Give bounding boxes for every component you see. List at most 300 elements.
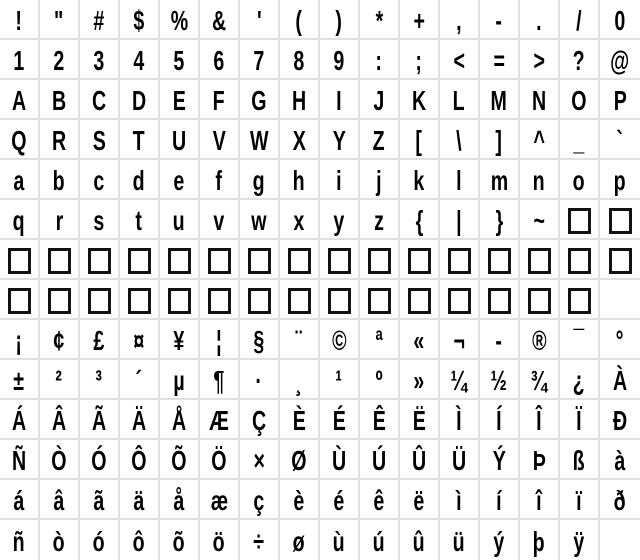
glyph-cell[interactable] — [600, 360, 640, 400]
glyph-cell[interactable] — [480, 120, 520, 160]
glyph: ì — [456, 485, 462, 516]
glyph-cell[interactable] — [280, 480, 320, 520]
glyph-cell[interactable] — [560, 360, 600, 400]
glyph-cell[interactable] — [160, 480, 200, 520]
glyph-cell[interactable] — [240, 40, 280, 80]
glyph: æ — [210, 485, 228, 516]
glyph-cell[interactable] — [240, 400, 280, 440]
glyph-cell[interactable] — [400, 480, 440, 520]
glyph: O — [571, 85, 587, 116]
glyph-cell[interactable] — [600, 120, 640, 160]
glyph: ù — [333, 526, 345, 557]
glyph-cell[interactable] — [240, 80, 280, 120]
glyph-cell[interactable] — [240, 120, 280, 160]
glyph-cell[interactable] — [240, 160, 280, 200]
glyph: ð — [614, 485, 626, 516]
glyph-cell[interactable] — [320, 360, 360, 400]
glyph: : — [375, 45, 383, 76]
glyph-cell[interactable] — [40, 280, 80, 320]
glyph-cell[interactable] — [520, 80, 560, 120]
glyph-cell[interactable] — [200, 440, 240, 480]
glyph: ¨ — [295, 325, 303, 356]
glyph-cell[interactable] — [400, 240, 440, 280]
glyph-cell[interactable] — [360, 80, 400, 120]
glyph-cell[interactable] — [360, 120, 400, 160]
glyph-cell[interactable] — [520, 160, 560, 200]
glyph-cell[interactable] — [200, 520, 240, 560]
glyph-cell[interactable] — [120, 320, 160, 360]
glyph-cell[interactable] — [320, 520, 360, 560]
glyph-cell[interactable] — [160, 0, 200, 40]
glyph-cell[interactable] — [560, 0, 600, 40]
glyph-cell[interactable] — [320, 440, 360, 480]
glyph: µ — [173, 365, 185, 396]
glyph: ( — [295, 5, 303, 36]
glyph-cell[interactable] — [40, 40, 80, 80]
glyph-cell[interactable] — [120, 200, 160, 240]
glyph-cell[interactable] — [0, 40, 40, 80]
glyph-cell[interactable] — [480, 360, 520, 400]
glyph-cell[interactable] — [320, 120, 360, 160]
glyph-cell[interactable] — [560, 280, 600, 320]
glyph-cell[interactable] — [0, 480, 40, 520]
glyph-cell[interactable] — [40, 480, 80, 520]
glyph-cell[interactable] — [480, 80, 520, 120]
glyph-cell[interactable] — [80, 440, 120, 480]
glyph-cell[interactable] — [480, 440, 520, 480]
glyph: ) — [335, 5, 343, 36]
glyph-cell[interactable] — [200, 480, 240, 520]
glyph-cell[interactable] — [560, 320, 600, 360]
glyph-cell[interactable] — [440, 480, 480, 520]
glyph-cell[interactable] — [360, 240, 400, 280]
glyph: Ç — [251, 405, 267, 436]
glyph-cell[interactable] — [0, 120, 40, 160]
glyph: B — [51, 85, 67, 116]
glyph-cell[interactable] — [320, 200, 360, 240]
glyph-cell[interactable] — [280, 160, 320, 200]
glyph-cell[interactable] — [400, 440, 440, 480]
glyph-cell[interactable] — [120, 400, 160, 440]
glyph: Z — [373, 125, 385, 156]
glyph: w — [251, 205, 267, 236]
glyph-cell[interactable] — [120, 160, 160, 200]
glyph-cell[interactable] — [200, 120, 240, 160]
glyph-cell[interactable] — [600, 240, 640, 280]
glyph-cell[interactable] — [160, 360, 200, 400]
glyph: ! — [15, 5, 23, 36]
glyph-cell[interactable] — [440, 0, 480, 40]
glyph-cell[interactable] — [560, 520, 600, 560]
glyph-cell[interactable] — [160, 240, 200, 280]
glyph: / — [576, 5, 582, 36]
glyph-cell[interactable] — [480, 480, 520, 520]
glyph-cell[interactable] — [160, 320, 200, 360]
glyph-cell[interactable] — [400, 160, 440, 200]
glyph-cell[interactable] — [240, 200, 280, 240]
glyph: f — [215, 165, 223, 196]
glyph: b — [53, 165, 65, 196]
glyph-cell[interactable] — [480, 280, 520, 320]
glyph: ¢ — [53, 325, 65, 356]
glyph-cell[interactable] — [160, 400, 200, 440]
glyph-cell[interactable] — [80, 40, 120, 80]
glyph: - — [495, 325, 503, 356]
glyph: Ø — [291, 445, 307, 476]
glyph-cell[interactable] — [40, 440, 80, 480]
glyph-cell[interactable] — [200, 0, 240, 40]
glyph-cell[interactable] — [80, 520, 120, 560]
glyph-cell[interactable] — [80, 360, 120, 400]
glyph-cell[interactable] — [80, 480, 120, 520]
glyph-cell[interactable] — [40, 200, 80, 240]
glyph-cell[interactable] — [280, 80, 320, 120]
glyph: ¤ — [133, 325, 145, 356]
glyph-cell[interactable] — [600, 80, 640, 120]
glyph-cell[interactable] — [560, 200, 600, 240]
glyph-cell[interactable] — [0, 160, 40, 200]
glyph-cell[interactable] — [400, 360, 440, 400]
glyph-cell[interactable] — [80, 160, 120, 200]
missing-glyph-box — [248, 288, 271, 314]
glyph-cell[interactable] — [280, 520, 320, 560]
glyph-cell[interactable] — [0, 400, 40, 440]
glyph-cell[interactable] — [160, 120, 200, 160]
glyph-cell[interactable] — [0, 240, 40, 280]
glyph-cell[interactable] — [360, 400, 400, 440]
glyph-cell[interactable] — [120, 0, 160, 40]
glyph-cell[interactable] — [520, 0, 560, 40]
glyph-cell[interactable] — [120, 440, 160, 480]
glyph-cell[interactable] — [480, 400, 520, 440]
glyph-cell[interactable] — [280, 40, 320, 80]
glyph-cell[interactable] — [600, 320, 640, 360]
glyph: | — [456, 205, 462, 236]
glyph-cell[interactable] — [320, 320, 360, 360]
glyph-cell[interactable] — [280, 360, 320, 400]
glyph: , — [456, 5, 462, 36]
glyph: G — [251, 85, 267, 116]
glyph-cell[interactable] — [480, 160, 520, 200]
glyph-cell[interactable] — [0, 320, 40, 360]
glyph-cell[interactable] — [80, 200, 120, 240]
glyph-cell[interactable] — [600, 160, 640, 200]
glyph-cell[interactable] — [600, 200, 640, 240]
glyph-cell[interactable] — [120, 360, 160, 400]
glyph-cell[interactable] — [280, 440, 320, 480]
glyph: Í — [496, 405, 502, 436]
glyph-cell[interactable] — [320, 400, 360, 440]
glyph-cell[interactable] — [120, 480, 160, 520]
glyph-cell[interactable] — [320, 80, 360, 120]
glyph-cell[interactable] — [560, 40, 600, 80]
glyph-cell[interactable] — [320, 160, 360, 200]
glyph-cell[interactable] — [320, 280, 360, 320]
glyph-cell[interactable] — [600, 400, 640, 440]
glyph-cell[interactable] — [280, 240, 320, 280]
glyph-cell[interactable] — [160, 280, 200, 320]
glyph-cell[interactable] — [40, 240, 80, 280]
glyph: 5 — [173, 45, 185, 76]
glyph-cell[interactable] — [400, 320, 440, 360]
glyph: É — [332, 405, 346, 436]
glyph: × — [253, 445, 265, 476]
glyph: J — [373, 85, 385, 116]
glyph-cell[interactable] — [280, 400, 320, 440]
glyph-cell[interactable] — [440, 400, 480, 440]
glyph: < — [453, 45, 465, 76]
glyph-cell[interactable] — [440, 240, 480, 280]
glyph-cell[interactable] — [160, 160, 200, 200]
glyph-cell[interactable] — [280, 200, 320, 240]
glyph: ° — [616, 325, 624, 356]
glyph-cell[interactable] — [440, 520, 480, 560]
glyph-cell[interactable] — [200, 160, 240, 200]
glyph-cell[interactable] — [360, 280, 400, 320]
glyph: [ — [415, 125, 423, 156]
glyph-cell[interactable] — [360, 480, 400, 520]
missing-glyph-box — [488, 288, 511, 314]
glyph-cell[interactable] — [480, 520, 520, 560]
glyph-cell[interactable] — [400, 0, 440, 40]
glyph: P — [613, 85, 627, 116]
glyph-cell[interactable] — [480, 0, 520, 40]
missing-glyph-box — [128, 288, 151, 314]
glyph: Ê — [372, 405, 386, 436]
glyph: } — [495, 205, 503, 236]
missing-glyph-box — [568, 208, 591, 234]
glyph-cell[interactable] — [400, 280, 440, 320]
glyph-cell[interactable] — [600, 280, 640, 320]
glyph-cell[interactable] — [280, 320, 320, 360]
glyph-cell[interactable] — [240, 520, 280, 560]
glyph-cell[interactable] — [560, 480, 600, 520]
glyph-cell[interactable] — [40, 120, 80, 160]
glyph: Ö — [211, 445, 227, 476]
glyph-cell[interactable] — [80, 240, 120, 280]
glyph-cell[interactable] — [120, 280, 160, 320]
glyph-cell[interactable] — [440, 80, 480, 120]
glyph: * — [375, 5, 383, 36]
glyph-cell[interactable] — [200, 40, 240, 80]
glyph-cell[interactable] — [480, 200, 520, 240]
glyph-cell[interactable] — [360, 160, 400, 200]
glyph-cell[interactable] — [120, 520, 160, 560]
glyph-cell[interactable] — [600, 40, 640, 80]
glyph-cell[interactable] — [480, 320, 520, 360]
glyph-cell[interactable] — [200, 400, 240, 440]
glyph-cell[interactable] — [560, 240, 600, 280]
glyph-cell[interactable] — [600, 0, 640, 40]
glyph-cell[interactable] — [240, 360, 280, 400]
glyph-cell[interactable] — [80, 80, 120, 120]
glyph-cell[interactable] — [440, 40, 480, 80]
glyph: 4 — [133, 45, 145, 76]
glyph-cell[interactable] — [240, 280, 280, 320]
missing-glyph-box — [168, 248, 191, 274]
glyph: I — [336, 85, 342, 116]
glyph-cell[interactable] — [520, 320, 560, 360]
glyph: U — [171, 125, 187, 156]
glyph-cell[interactable] — [200, 280, 240, 320]
glyph-cell[interactable] — [120, 40, 160, 80]
glyph: Ñ — [11, 445, 27, 476]
glyph-cell[interactable] — [120, 80, 160, 120]
glyph-cell[interactable] — [80, 0, 120, 40]
glyph-cell[interactable] — [360, 0, 400, 40]
glyph-cell[interactable] — [240, 480, 280, 520]
glyph-cell[interactable] — [0, 200, 40, 240]
glyph-cell[interactable] — [400, 80, 440, 120]
glyph-cell[interactable] — [200, 360, 240, 400]
glyph: K — [411, 85, 427, 116]
glyph-cell[interactable] — [360, 320, 400, 360]
glyph-cell[interactable] — [400, 40, 440, 80]
glyph-cell[interactable] — [400, 120, 440, 160]
glyph: { — [415, 205, 423, 236]
glyph: ¥ — [173, 325, 185, 356]
glyph-cell[interactable] — [40, 520, 80, 560]
glyph: ² — [55, 365, 63, 396]
glyph-cell[interactable] — [160, 40, 200, 80]
glyph-cell[interactable] — [40, 0, 80, 40]
glyph-cell[interactable] — [560, 80, 600, 120]
glyph-cell[interactable] — [0, 520, 40, 560]
glyph-cell[interactable] — [560, 120, 600, 160]
glyph-cell[interactable] — [320, 240, 360, 280]
glyph-cell[interactable] — [160, 200, 200, 240]
glyph-cell[interactable] — [160, 520, 200, 560]
glyph-cell[interactable] — [80, 400, 120, 440]
glyph-cell[interactable] — [360, 440, 400, 480]
glyph: À — [612, 365, 628, 396]
glyph-cell[interactable] — [360, 200, 400, 240]
glyph-cell[interactable] — [280, 0, 320, 40]
glyph: i — [336, 165, 342, 196]
glyph-cell[interactable] — [240, 320, 280, 360]
missing-glyph-box — [609, 248, 632, 274]
glyph-cell[interactable] — [400, 400, 440, 440]
glyph-cell[interactable] — [40, 320, 80, 360]
glyph-cell[interactable] — [200, 240, 240, 280]
glyph-cell[interactable] — [520, 200, 560, 240]
glyph-cell[interactable] — [440, 280, 480, 320]
glyph: ª — [375, 325, 383, 356]
glyph: d — [133, 165, 145, 196]
glyph-cell[interactable] — [280, 280, 320, 320]
glyph: ] — [495, 125, 503, 156]
glyph-cell[interactable] — [520, 400, 560, 440]
glyph-cell[interactable] — [360, 520, 400, 560]
glyph-cell[interactable] — [360, 40, 400, 80]
glyph-cell[interactable] — [240, 240, 280, 280]
glyph: @ — [610, 45, 630, 76]
glyph-cell[interactable] — [40, 400, 80, 440]
glyph-cell[interactable] — [520, 520, 560, 560]
missing-glyph-box — [448, 288, 471, 314]
glyph-cell[interactable] — [520, 240, 560, 280]
glyph-cell[interactable] — [440, 320, 480, 360]
glyph: Ü — [451, 445, 467, 476]
glyph-cell[interactable] — [320, 480, 360, 520]
glyph-cell[interactable] — [480, 240, 520, 280]
glyph: Ã — [91, 405, 107, 436]
glyph: ¾ — [530, 365, 548, 396]
glyph-cell[interactable] — [40, 80, 80, 120]
glyph-cell[interactable] — [520, 280, 560, 320]
glyph-cell[interactable] — [0, 0, 40, 40]
glyph: = — [493, 45, 505, 76]
glyph: D — [131, 85, 147, 116]
glyph-cell[interactable] — [520, 440, 560, 480]
glyph-cell[interactable] — [320, 0, 360, 40]
glyph: ñ — [13, 526, 25, 557]
glyph-cell[interactable] — [120, 240, 160, 280]
glyph-cell[interactable] — [80, 280, 120, 320]
missing-glyph-box — [288, 248, 311, 274]
glyph-cell[interactable] — [560, 440, 600, 480]
glyph: " — [54, 5, 64, 36]
glyph-cell[interactable] — [160, 440, 200, 480]
glyph-cell[interactable] — [560, 160, 600, 200]
glyph-cell[interactable] — [560, 400, 600, 440]
glyph-cell[interactable] — [80, 320, 120, 360]
glyph-cell[interactable] — [440, 440, 480, 480]
glyph-cell[interactable] — [0, 80, 40, 120]
glyph: Ó — [91, 445, 107, 476]
glyph: é — [333, 485, 345, 516]
glyph-cell[interactable] — [160, 80, 200, 120]
glyph-cell[interactable] — [40, 360, 80, 400]
glyph-cell[interactable] — [280, 120, 320, 160]
glyph-cell[interactable] — [0, 440, 40, 480]
glyph: $ — [133, 5, 145, 36]
glyph-cell[interactable] — [240, 0, 280, 40]
glyph-cell[interactable] — [520, 40, 560, 80]
glyph-cell[interactable] — [200, 80, 240, 120]
glyph-cell[interactable] — [520, 480, 560, 520]
glyph: a — [13, 165, 25, 196]
glyph: + — [413, 5, 425, 36]
glyph-cell[interactable] — [400, 200, 440, 240]
glyph-cell[interactable] — [200, 320, 240, 360]
glyph: Þ — [532, 445, 546, 476]
glyph-cell[interactable] — [240, 440, 280, 480]
glyph-cell[interactable] — [440, 160, 480, 200]
glyph-cell[interactable] — [600, 480, 640, 520]
glyph-cell[interactable] — [520, 120, 560, 160]
glyph-cell[interactable] — [480, 40, 520, 80]
glyph-cell[interactable] — [400, 520, 440, 560]
glyph-cell[interactable] — [40, 160, 80, 200]
glyph-cell[interactable] — [120, 120, 160, 160]
glyph-cell[interactable] — [440, 120, 480, 160]
glyph-cell[interactable] — [440, 200, 480, 240]
glyph-cell[interactable] — [360, 360, 400, 400]
glyph-cell[interactable] — [200, 200, 240, 240]
glyph-cell[interactable] — [320, 40, 360, 80]
glyph-cell[interactable] — [600, 440, 640, 480]
glyph: õ — [173, 526, 185, 557]
glyph: y — [333, 205, 345, 236]
glyph-cell[interactable] — [520, 360, 560, 400]
glyph-cell[interactable] — [0, 360, 40, 400]
glyph-cell[interactable] — [80, 120, 120, 160]
glyph-cell[interactable] — [440, 360, 480, 400]
glyph: Ä — [131, 405, 147, 436]
glyph-cell[interactable] — [0, 280, 40, 320]
glyph-cell[interactable] — [600, 520, 640, 560]
